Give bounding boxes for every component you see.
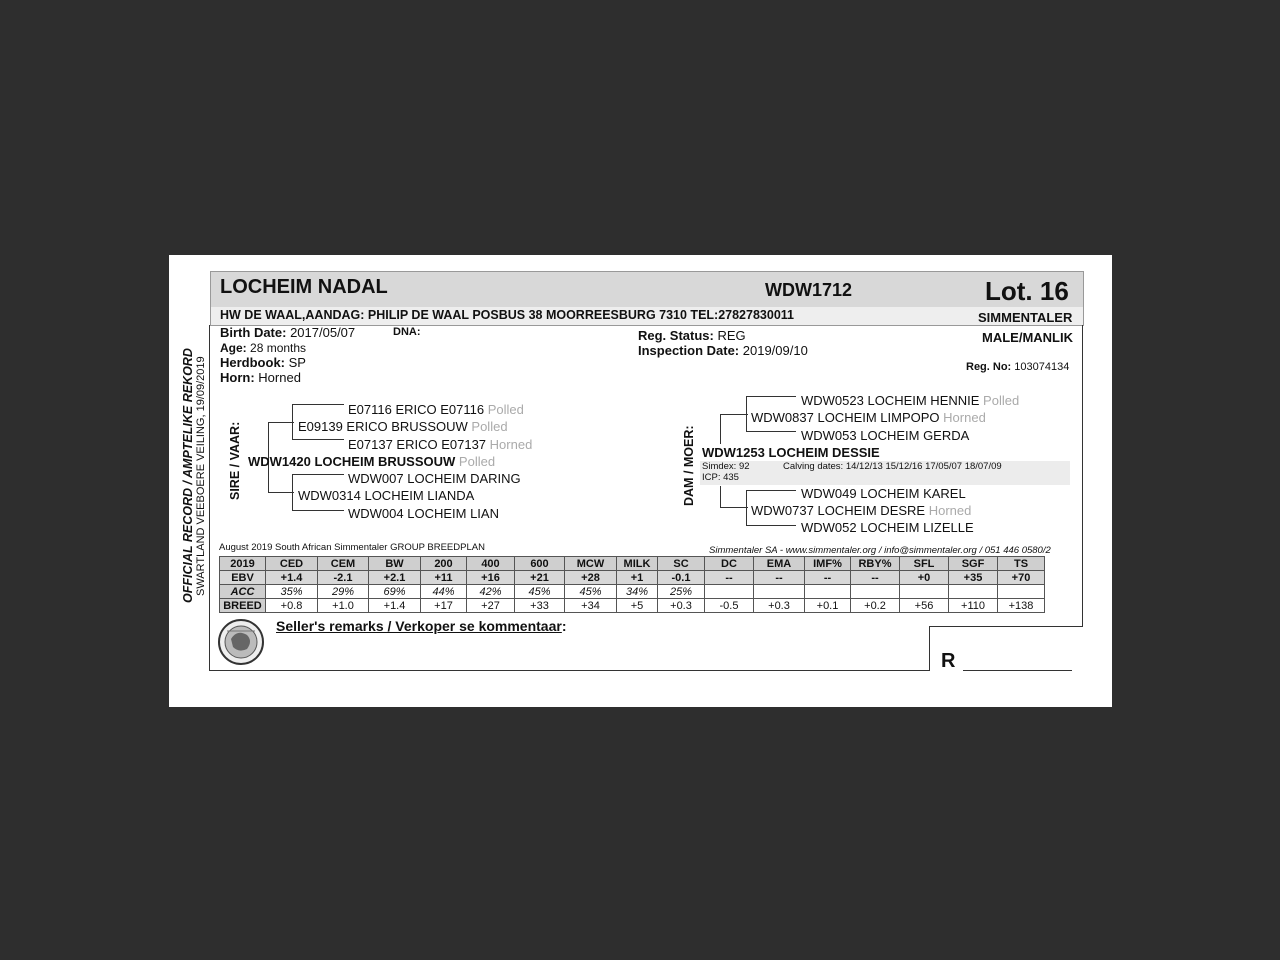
dam-simdex: Simdex: 92 (702, 461, 750, 472)
dam-dds-stub (746, 490, 796, 491)
dss-name: WDW0523 LOCHEIM HENNIE (801, 393, 980, 408)
sss-note: Polled (487, 402, 524, 417)
ebv-cell (949, 585, 998, 599)
ebv-header-cell: MCW (565, 557, 617, 571)
ebv-cell: +21 (515, 571, 565, 585)
sire-sd-bracket (292, 474, 293, 510)
ebv-row (220, 571, 1045, 585)
ebv-cell: +1 (617, 571, 658, 585)
sss-name: E07116 ERICO E07116 (348, 402, 485, 417)
sire (248, 454, 495, 469)
lot-number: Lot. 16 (985, 276, 1069, 306)
ebv-header-cell: MILK (617, 557, 658, 571)
sire-sire-dam (348, 437, 532, 452)
ebv-header-cell: RBY% (851, 557, 900, 571)
ebv-cell: +110 (949, 599, 998, 613)
birth-date (220, 325, 355, 340)
ebv-cell (705, 585, 754, 599)
reg-no-value: 103074134 (1014, 361, 1070, 373)
ebv-cell: +16 (467, 571, 515, 585)
dam-name: WDW1253 LOCHEIM DESSIE (702, 445, 880, 460)
ebv-table (219, 556, 1045, 613)
price-line[interactable] (963, 670, 1072, 671)
ebv-row (220, 599, 1045, 613)
ebv-header-cell: SFL (900, 557, 949, 571)
dam-dam (751, 503, 971, 518)
ebv-cell: +0.1 (805, 599, 851, 613)
ebv-cell: +27 (467, 599, 515, 613)
ebv-header-cell: 400 (467, 557, 515, 571)
dam-sire (751, 410, 986, 425)
ebv-cell (851, 585, 900, 599)
ebv-cell: 29% (318, 585, 369, 599)
sire-sire-sire (348, 402, 524, 417)
ebv-cell: +0.3 (754, 599, 805, 613)
price-prefix: R (941, 650, 956, 672)
dam-ds-stub (720, 414, 748, 415)
dam-sire-dam: WDW053 LOCHEIM GERDA (801, 428, 970, 443)
ebv-cell (998, 585, 1045, 599)
dam-label: DAM / MOER: (682, 425, 696, 506)
herdbook (220, 355, 306, 370)
horn (220, 370, 301, 385)
ebv-cell: +34 (565, 599, 617, 613)
reg-no (966, 361, 1069, 373)
herdbook-label: Herdbook: (220, 355, 285, 370)
seller-remarks-colon: : (561, 618, 567, 634)
frame-right (1082, 325, 1083, 626)
dna-label: DNA: (393, 326, 421, 338)
inspection-label: Inspection Date: (638, 343, 740, 358)
ebv-header-row (220, 557, 1045, 571)
ebv-header-cell: TS (998, 557, 1045, 571)
ebv-cell: +56 (900, 599, 949, 613)
ss-name: E09139 ERICO BRUSSOUW (298, 419, 468, 434)
ebv-cell: +70 (998, 571, 1045, 585)
ebv-cell: -0.5 (705, 599, 754, 613)
ebv-header-cell: BW (369, 557, 421, 571)
sire-ssd-stub (292, 439, 344, 440)
seller-remarks-label: Seller's remarks / Verkoper se kommentaar (276, 618, 562, 634)
ebv-cell (900, 585, 949, 599)
inspection-date (638, 343, 808, 358)
ebv-header-cell: CEM (318, 557, 369, 571)
sire-note: Polled (458, 454, 496, 469)
dam-lower-bracket (720, 486, 721, 508)
dam-upper-bracket (720, 414, 721, 444)
society-contact: Simmentaler SA - www.simmentaler.org / info@simmentaler.org / 051 446 0580/2 (709, 545, 1051, 556)
age-label: Age: (220, 341, 247, 355)
ebv-cell: -- (805, 571, 851, 585)
ebv-cell (754, 585, 805, 599)
reg-no-label: Reg. No: (966, 361, 1012, 373)
ebv-cell: +0.8 (266, 599, 318, 613)
society-seal-icon (217, 617, 265, 667)
ebv-row-label: BREED (220, 599, 266, 613)
ebv-cell: 35% (266, 585, 318, 599)
ebv-header-cell: EMA (754, 557, 805, 571)
reg-status-label: Reg. Status: (638, 328, 714, 343)
ebv-cell: 34% (617, 585, 658, 599)
dd-name: WDW0737 LOCHEIM DESRE (751, 503, 926, 518)
dam-icp: ICP: 435 (702, 472, 739, 483)
ebv-cell: -- (754, 571, 805, 585)
owner-info: HW DE WAAL,AANDAG: PHILIP DE WAAL POSBUS 38 MOORREESBURG 7310 TEL:27827830011 (220, 308, 794, 322)
ebv-cell: +138 (998, 599, 1045, 613)
dss-note: Polled (983, 393, 1020, 408)
herdbook-value: SP (288, 355, 306, 370)
ebv-cell: +35 (949, 571, 998, 585)
sex-label: MALE/MANLIK (982, 330, 1073, 345)
breedplan-caption: August 2019 South African Simmentaler GROUP BREEDPLAN (219, 542, 485, 553)
ebv-cell: +0 (900, 571, 949, 585)
animal-name: LOCHEIM NADAL (220, 276, 388, 298)
frame-left (209, 325, 210, 670)
ebv-cell: +5 (617, 599, 658, 613)
ebv-header-cell: IMF% (805, 557, 851, 571)
ebv-cell: -2.1 (318, 571, 369, 585)
sire-sd-stub (268, 492, 294, 493)
ds-note: Horned (943, 410, 986, 425)
auction-info-label: SWARTLAND VEEBOERE VEILING, 19/09/2019 (195, 356, 207, 596)
dam-dam-dam: WDW052 LOCHEIM LIZELLE (801, 520, 974, 535)
animal-id: WDW1712 (765, 280, 853, 300)
ebv-cell: +0.2 (851, 599, 900, 613)
ebv-row (220, 585, 1045, 599)
frame-bottom (209, 670, 929, 671)
reg-status-value: REG (717, 328, 746, 343)
age (220, 341, 306, 355)
breed-name: SIMMENTALER (978, 310, 1073, 325)
sire-sds-stub (292, 474, 344, 475)
ebv-header-cell: 200 (421, 557, 467, 571)
ebv-cell (805, 585, 851, 599)
frame-step (929, 626, 930, 671)
ebv-header-cell: SC (658, 557, 705, 571)
age-value: 28 months (250, 341, 307, 355)
dam-dd-bracket (746, 490, 747, 525)
birth-date-label: Birth Date: (220, 325, 287, 340)
sire-sire (298, 419, 508, 434)
ebv-header-cell: 2019 (220, 557, 266, 571)
ebv-cell: 69% (369, 585, 421, 599)
sire-dam-sire: WDW007 LOCHEIM DARING (348, 471, 521, 486)
dam-dsd-stub (746, 431, 796, 432)
horn-value: Horned (258, 370, 301, 385)
ebv-row-label: ACC (220, 585, 266, 599)
dam-dd-stub (720, 507, 748, 508)
ssd-name: E07137 ERICO E07137 (348, 437, 487, 452)
ebv-cell: 45% (515, 585, 565, 599)
sire-ss-stub (268, 422, 294, 423)
ebv-cell: +17 (421, 599, 467, 613)
ebv-row-label: EBV (220, 571, 266, 585)
ebv-cell: +1.4 (369, 599, 421, 613)
sire-label: SIRE / VAAR: (228, 421, 242, 500)
ebv-cell: +0.3 (658, 599, 705, 613)
seller-remarks (276, 618, 567, 634)
ebv-cell: -- (705, 571, 754, 585)
ebv-cell: -0.1 (658, 571, 705, 585)
dam-calving-dates: Calving dates: 14/12/13 15/12/16 17/05/07 18/07/09 (783, 461, 1002, 472)
dam-dam-sire: WDW049 LOCHEIM KAREL (801, 486, 966, 501)
dam-dss-stub (746, 396, 796, 397)
ebv-cell: +2.1 (369, 571, 421, 585)
sire-sss-stub (292, 404, 344, 405)
inspection-value: 2019/09/10 (742, 343, 808, 358)
ebv-cell: +33 (515, 599, 565, 613)
official-record-label: OFFICIAL RECORD / AMPTELIKE REKORD (181, 348, 195, 603)
sire-sdd-stub (292, 510, 344, 511)
ebv-header-cell: CED (266, 557, 318, 571)
reg-status (638, 328, 746, 343)
ebv-cell: +11 (421, 571, 467, 585)
birth-date-value: 2017/05/07 (290, 325, 356, 340)
ebv-header-cell: DC (705, 557, 754, 571)
dd-note: Horned (928, 503, 972, 518)
ebv-header-cell: SGF (949, 557, 998, 571)
horn-label: Horn: (220, 370, 255, 385)
dam-sire-sire (801, 393, 1019, 408)
ss-note: Polled (471, 419, 508, 434)
ebv-cell: 44% (421, 585, 467, 599)
ssd-note: Horned (489, 437, 533, 452)
frame-step-top (929, 626, 1083, 627)
sire-dam-dam: WDW004 LOCHEIM LIAN (348, 506, 499, 521)
ebv-cell: +1.0 (318, 599, 369, 613)
sire-dam: WDW0314 LOCHEIM LIANDA (298, 488, 475, 503)
ebv-cell: -- (851, 571, 900, 585)
ebv-cell: 45% (565, 585, 617, 599)
dam-ddd-stub (746, 525, 796, 526)
ebv-cell: +28 (565, 571, 617, 585)
ebv-cell: 42% (467, 585, 515, 599)
ebv-cell: 25% (658, 585, 705, 599)
ebv-header-cell: 600 (515, 557, 565, 571)
ebv-cell: +1.4 (266, 571, 318, 585)
ds-name: WDW0837 LOCHEIM LIMPOPO (751, 410, 940, 425)
sire-name: WDW1420 LOCHEIM BRUSSOUW (248, 454, 456, 469)
